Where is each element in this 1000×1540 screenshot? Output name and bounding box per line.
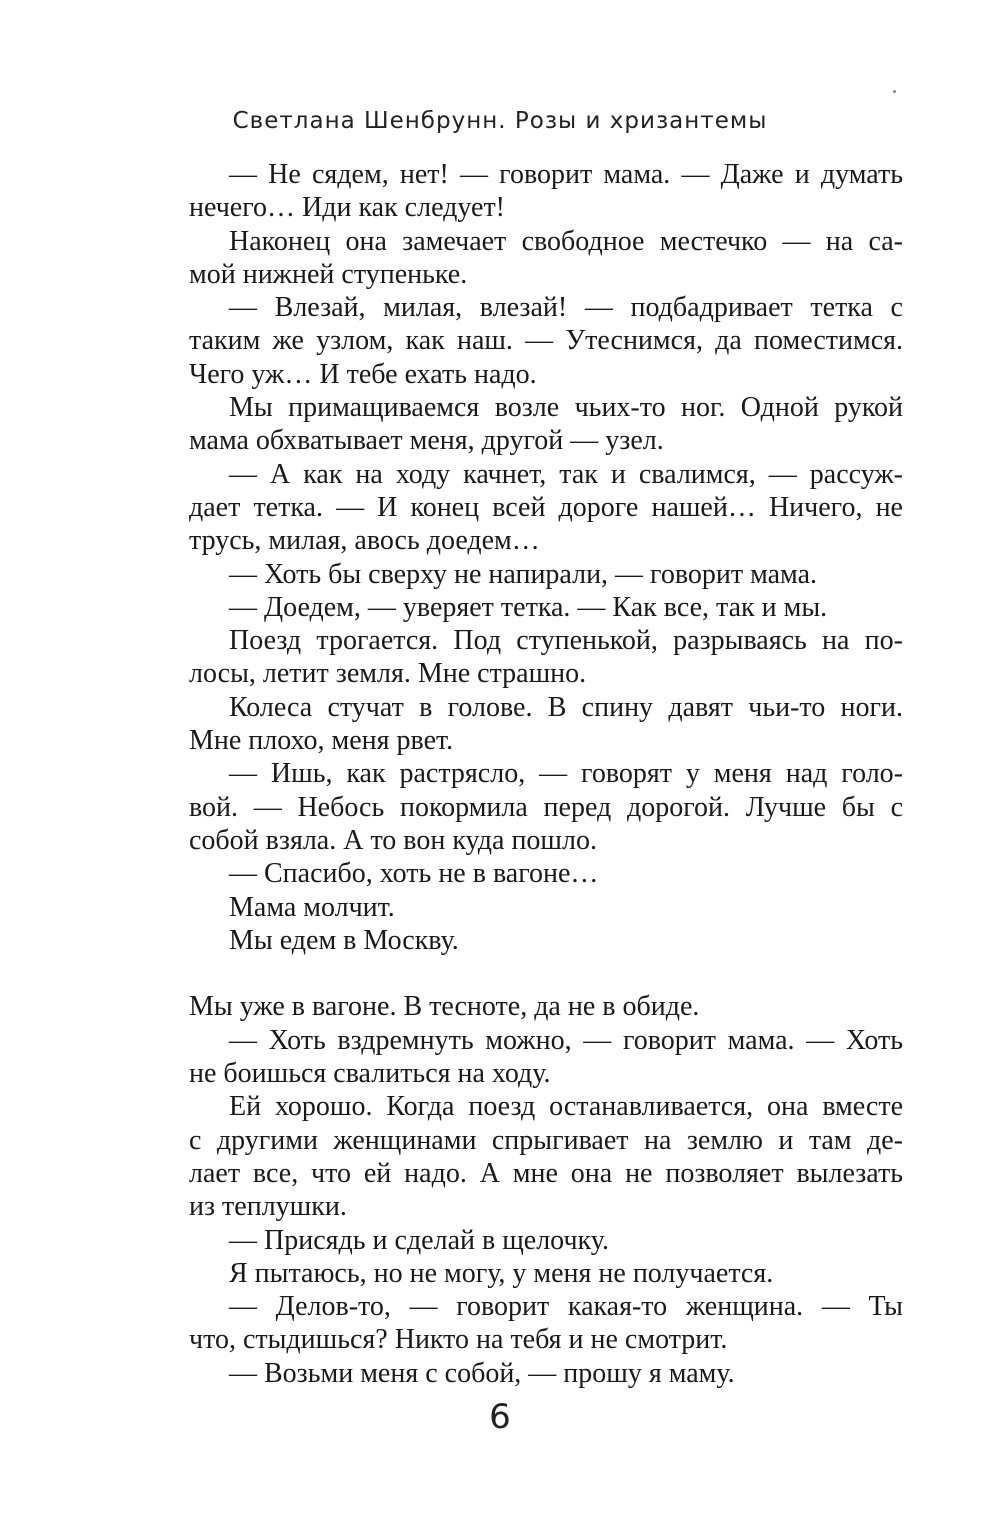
text-line: — Возьми меня с собой, — прошу я маму.	[229, 1357, 735, 1389]
text-line: Я пытаюсь, но не могу, у меня не получается.	[229, 1257, 774, 1289]
text-line: что, стыдишься? Никто на тебя и не смотрит.	[189, 1324, 728, 1356]
scan-speck	[893, 90, 896, 93]
body-text	[189, 158, 903, 1390]
text-line: трусь, милая, авось доедем…	[189, 525, 540, 557]
text-line: вой. — Небось покормила перед дорогой. Лучше бы с	[189, 791, 903, 823]
text-line: таким же узлом, как наш. — Утеснимся, да поместимся.	[189, 325, 903, 357]
text-line: не боишься свалиться на ходу.	[189, 1058, 551, 1090]
text-line: Поезд трогается. Под ступенькой, разрываясь на по-	[229, 625, 903, 657]
text-line: — Спасибо, хоть не в вагоне…	[229, 858, 599, 890]
text-line: Ей хорошо. Когда поезд останавливается, она вместе	[229, 1091, 903, 1123]
text-line: из теплушки.	[189, 1191, 347, 1223]
text-line: — Не сядем, нет! — говорит мама. — Даже и думать	[229, 159, 903, 190]
text-line: — Делов-то, — говорит какая-то женщина. — Ты	[229, 1291, 903, 1323]
text-line: — Хоть бы сверху не напирали, — говорит мама.	[229, 558, 817, 590]
text-line: собой взяла. А то вон куда пошло.	[189, 824, 597, 856]
text-line: — Доедем, — уверяет тетка. — Как все, так и мы.	[229, 591, 828, 623]
page-number: 6	[489, 1397, 511, 1437]
text-line: — Влезай, милая, влезай! — подбадривает тетка с	[229, 292, 903, 324]
text-line: мой нижней ступеньке.	[189, 258, 468, 290]
text-line: нечего… Иди как следует!	[189, 192, 505, 224]
text-line: с другими женщинами спрыгивает на землю и там де-	[189, 1124, 903, 1156]
text-line: Наконец она замечает свободное местечко — на са-	[229, 225, 903, 257]
text-line: — Хоть вздремнуть можно, — говорит мама. — Хоть	[229, 1024, 903, 1056]
text-line: Чего уж… И тебе ехать надо.	[189, 358, 537, 390]
text-line: — Ишь, как растрясло, — говорят у меня над голо-	[229, 758, 903, 790]
text-line: — А как на ходу качнет, так и свалимся, — рассуж-	[229, 458, 903, 490]
text-line: мама обхватывает меня, другой — узел.	[189, 425, 664, 457]
text-line: лосы, летит земля. Мне страшно.	[189, 658, 587, 690]
text-line: дает тетка. — И конец всей дороге нашей… Ничего, не	[189, 491, 903, 523]
running-header: Светлана Шенбрунн. Розы и хризантемы	[232, 108, 768, 134]
text-line: Колеса стучат в голове. В спину давят чьи-то ноги.	[229, 691, 903, 723]
text-line: Мы едем в Москву.	[229, 924, 459, 956]
text-line: — Присядь и сделай в щелочку.	[229, 1224, 609, 1256]
text-line: Мне плохо, меня рвет.	[189, 725, 454, 757]
text-line: лает все, что ей надо. А мне она не позволяет вылезать	[189, 1157, 903, 1189]
text-line: Мама молчит.	[229, 891, 395, 923]
text-line: Мы уже в вагоне. В тесноте, да не в обиде.	[189, 991, 700, 1023]
text-line: Мы примащиваемся возле чьих-то ног. Одной рукой	[229, 392, 903, 424]
